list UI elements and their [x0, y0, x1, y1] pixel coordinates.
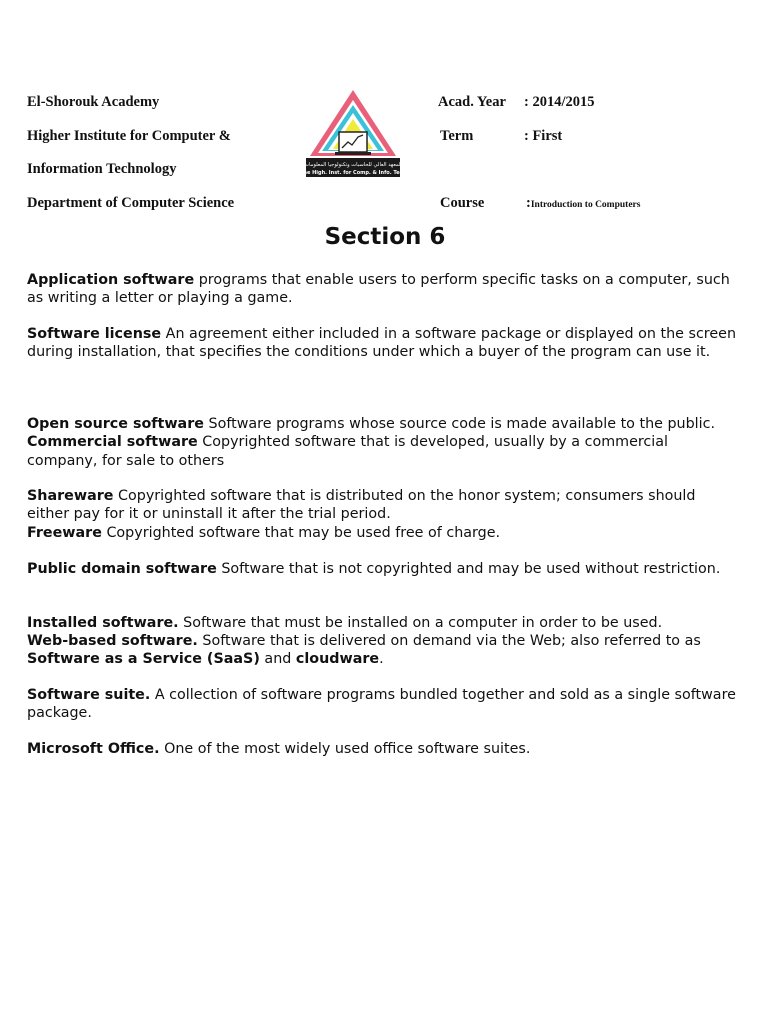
course-label: Course: [440, 195, 485, 211]
term-label: Term: [440, 128, 474, 144]
academy-name: El-Shorouk Academy: [27, 94, 160, 110]
course-value: [526, 195, 640, 212]
term-freeware: Freeware: [27, 525, 102, 541]
definition-text: An agreement either included in a software package or displayed on the screen during installation, that specifies the conditions under which a buyer of the program can use it.: [27, 326, 737, 361]
definition-text: Software that is delivered on demand via the Web; also referred to as: [197, 633, 701, 649]
paragraph-application-software: [27, 271, 742, 308]
term-software-suite: Software suite.: [27, 687, 151, 703]
paragraph-freeware: [27, 524, 742, 542]
paragraph-installed-software: [27, 614, 742, 632]
course-colon: :: [526, 195, 531, 211]
department-name: Department of Computer Science: [27, 195, 235, 211]
paragraph-shareware: [27, 487, 742, 524]
logo-english-text: The High. Inst. for Comp. & Info. Tech: [300, 170, 406, 176]
term-shareware: Shareware: [27, 488, 114, 504]
term-microsoft-office: Microsoft Office.: [27, 741, 160, 757]
term-cloudware: cloudware: [295, 651, 380, 668]
term-public-domain-software: Public domain software: [27, 561, 217, 577]
definition-text: Software that must be installed on a computer in order to be used.: [178, 615, 663, 631]
acad-year-label: Acad. Year: [438, 94, 506, 110]
term-web-based-software: Web-based software.: [27, 633, 198, 649]
definition-text: Copyrighted software that is developed, usually by a commercial company, for sale to others: [27, 434, 668, 469]
term-commercial-software: Commercial software: [27, 434, 198, 451]
paragraph-public-domain: [27, 560, 742, 578]
definition-text: Copyrighted software that may be used free of charge.: [101, 525, 501, 541]
term-open-source-software: Open source software: [27, 416, 204, 432]
paragraph-open-source-commercial: [27, 415, 742, 470]
institute-name-line2: Information Technology: [27, 161, 177, 177]
term-software-license: Software license: [27, 326, 162, 342]
definition-text: programs that enable users to perform specific tasks on a computer, such as writing a letter or playing a game.: [27, 272, 730, 307]
definition-text: Copyrighted software that is distributed on the honor system; consumers should either pay for it or uninstall it after the trial period.: [27, 488, 696, 523]
term-value: : First: [524, 128, 563, 144]
section-title: Section 6: [324, 224, 446, 250]
paragraph-microsoft-office: [27, 740, 742, 758]
definition-text: A collection of software programs bundled together and sold as a single software package.: [27, 687, 736, 722]
institute-name-line1: Higher Institute for Computer &: [27, 128, 231, 144]
institute-logo: [300, 88, 406, 180]
definition-text: and: [259, 651, 296, 668]
definition-text: Software programs whose source code is made available to the public.: [203, 416, 716, 432]
definition-text: Software that is not copyrighted and may be used without restriction.: [216, 561, 721, 577]
course-name: Introduction to Computers: [530, 200, 641, 210]
paragraph-software-license: [27, 325, 742, 362]
term-saas: Software as a Service (SaaS): [27, 651, 260, 668]
acad-year-value: : 2014/2015: [524, 94, 595, 110]
logo-arabic-text: المعهد العالي للحاسبات وتكنولوجيا المعلومات: [304, 162, 402, 168]
definition-text: .: [379, 651, 384, 668]
paragraph-web-based-software: [27, 632, 742, 669]
term-installed-software: Installed software.: [27, 615, 179, 631]
term-application-software: Application software: [27, 272, 195, 288]
paragraph-software-suite: [27, 686, 742, 723]
definition-text: One of the most widely used office software suites.: [159, 741, 531, 757]
